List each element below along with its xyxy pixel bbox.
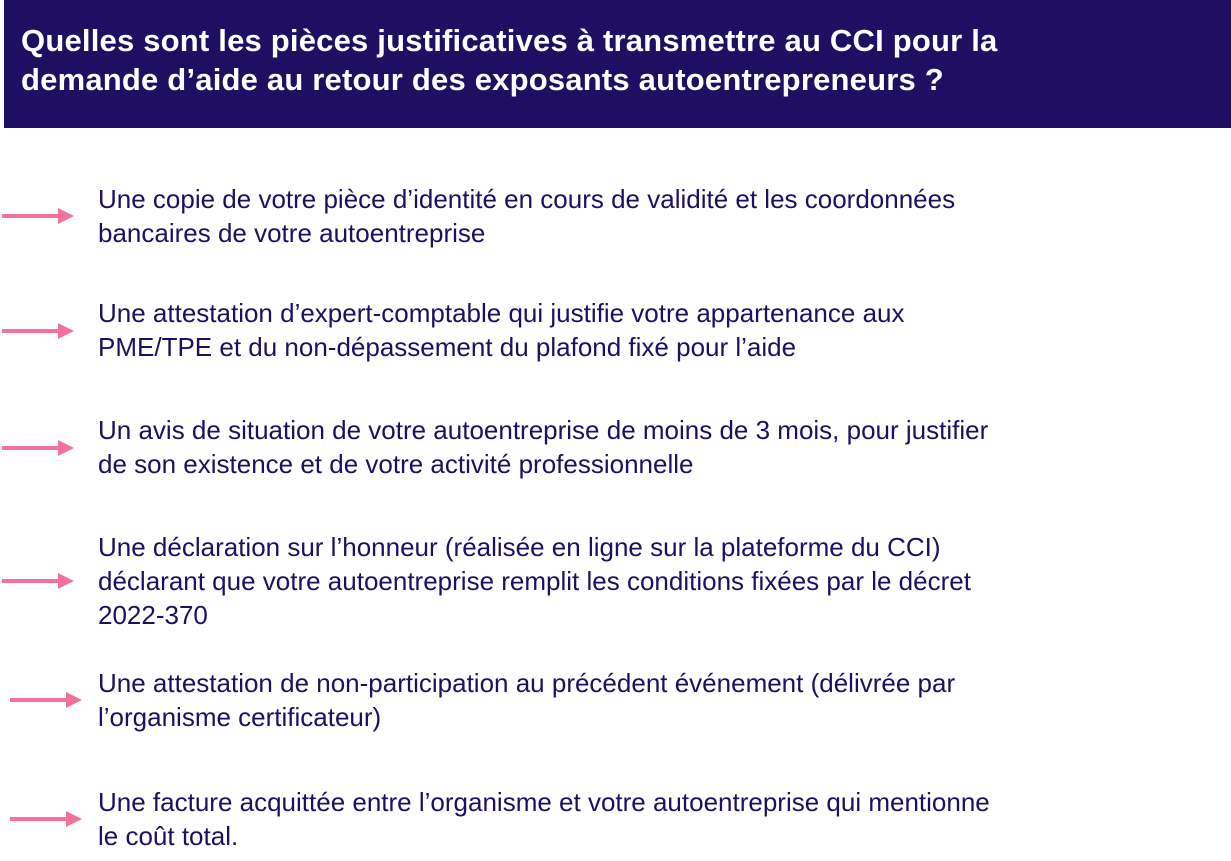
arrow-right-icon (10, 690, 82, 710)
arrow-right-icon (2, 571, 74, 591)
list-item-text: Une attestation d’expert-comptable qui justifie votre appartenance aux PME/TPE et du non-dépassement du plafond fixé pour l’aide (98, 298, 905, 362)
list-item-text: Une facture acquittée entre l’organisme et votre autoentreprise qui mentionne le coût total. (98, 787, 990, 851)
list-item-text: Une copie de votre pièce d’identité en cours de validité et les coordonnées bancaires de votre autoentreprise (98, 184, 956, 248)
page-title: Quelles sont les pièces justificatives à transmettre au CCI pour la demande d’aide au retour des exposants autoentrepreneurs ? (21, 23, 998, 97)
arrow-right-icon (2, 206, 74, 226)
list-item-text: Une attestation de non-participation au précédent événement (délivrée par l’organisme certificateur) (98, 668, 956, 732)
header-banner (4, 0, 1231, 128)
list-item-text: Une déclaration sur l’honneur (réalisée en ligne sur la plateforme du CCI) déclarant que votre autoentreprise remplit les conditions fixées par le décret 2022-370 (98, 532, 971, 630)
arrow-right-icon (2, 321, 74, 341)
arrow-right-icon (10, 809, 82, 829)
list-item-text: Un avis de situation de votre autoentreprise de moins de 3 mois, pour justifier de son existence et de votre activité professionnelle (98, 415, 989, 479)
arrow-right-icon (2, 438, 74, 458)
